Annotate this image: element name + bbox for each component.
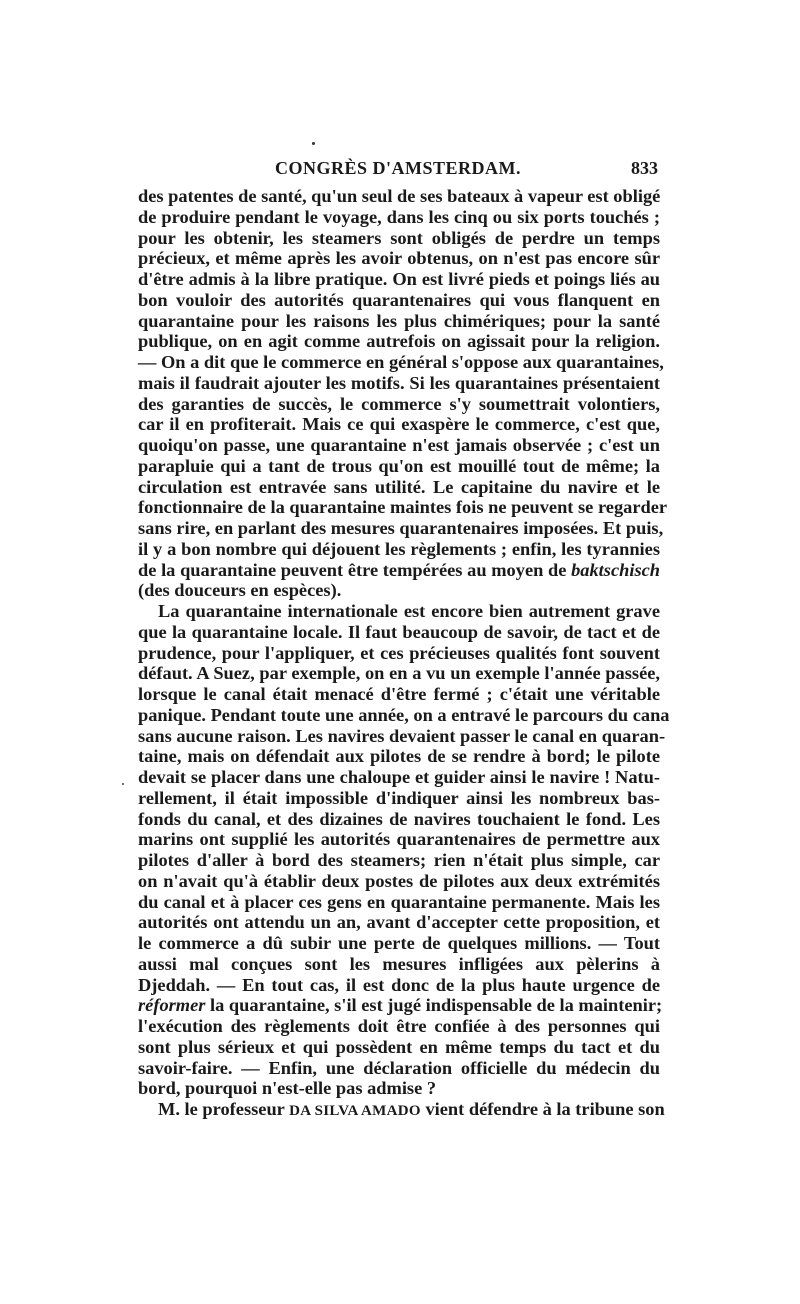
- text-line: [138, 539, 660, 560]
- line-text: autorités ont attendu un an, avant d'accepter cette proposition, et: [138, 912, 660, 933]
- line-text: quarantaine pour les raisons les plus chimériques; pour la santé: [138, 310, 660, 331]
- text-line: [138, 767, 660, 788]
- line-text: le commerce a dû subir une perte de quelques millions. — Tout: [138, 933, 660, 953]
- line-text: taine, mais on défendait aux pilotes de se rendre à bord; le pilote: [138, 746, 660, 767]
- line-text: de produire pendant le voyage, dans les cinq ou six ports touchés ;: [138, 206, 660, 227]
- text-line: [138, 850, 660, 871]
- line-text: on n'avait qu'à établir deux postes de pilotes aux deux extrémités: [138, 870, 660, 891]
- line-text: devait se placer dans une chaloupe et guider ainsi le navire ! Natu-: [138, 767, 660, 787]
- text-line: [138, 290, 660, 311]
- line-text: du canal et à placer ces gens en quarantaine permanente. Mais les: [138, 891, 660, 912]
- text-line: [138, 643, 660, 664]
- line-text: il y a bon nombre qui déjouent les règlements ; enfin, les tyrannies: [138, 538, 660, 559]
- text-line: [138, 352, 664, 373]
- line-text: M. le professeur: [158, 1099, 290, 1119]
- text-line: [138, 788, 660, 809]
- running-title: CONGRÈS D'AMSTERDAM.: [274, 158, 521, 178]
- text-line: [138, 975, 660, 996]
- text-line: [138, 497, 668, 518]
- line-text: fonctionnaire de la quarantaine maintes fois ne peuvent se regarder: [138, 497, 668, 518]
- text-line: [138, 311, 660, 332]
- page-number: 833: [631, 158, 658, 178]
- line-text: rellement, il était impossible d'indiquer ainsi les nombreux bas-: [138, 787, 660, 808]
- text-line: [138, 829, 660, 850]
- text-line: [138, 269, 660, 290]
- text-line: [138, 435, 660, 456]
- line-text: (des douceurs en espèces).: [138, 580, 342, 601]
- print-speck: [122, 783, 124, 785]
- body-text: [138, 186, 670, 1120]
- line-text: la quarantaine, s'il est jugé indispensable de la maintenir;: [205, 995, 663, 1016]
- text-line: [138, 601, 660, 622]
- line-text: publique, on en agit comme autrefois on agissait pour la religion.: [138, 331, 660, 352]
- text-line: [138, 1078, 660, 1099]
- text-line: [138, 477, 660, 498]
- print-speck: [312, 142, 315, 145]
- text-line: [138, 622, 660, 643]
- italic-word: réformer: [138, 995, 206, 1016]
- line-text: des garanties de succès, le commerce s'y soumettrait volontiers,: [138, 393, 660, 414]
- text-line: [138, 954, 660, 975]
- text-line: [138, 186, 660, 207]
- text-line: [138, 228, 660, 249]
- text-line: [138, 809, 660, 830]
- line-text: prudence, pour l'appliquer, et ces précieuses qualités font souvent: [138, 642, 660, 663]
- line-text: des patentes de santé, qu'un seul de ses bateaux à vapeur est obligé: [138, 186, 661, 206]
- line-text: savoir-faire. — Enfin, une déclaration officielle du médecin du: [138, 1057, 660, 1078]
- line-text: pilotes d'aller à bord des steamers; rien n'était plus simple, car: [138, 850, 660, 870]
- line-text: bord, pourquoi n'est-elle pas admise ?: [138, 1078, 437, 1099]
- text-line: [138, 1058, 660, 1079]
- text-line: [138, 912, 660, 933]
- line-text: que la quarantaine locale. Il faut beaucoup de savoir, de tact et de: [138, 621, 660, 642]
- italic-word: baktschisch: [571, 559, 660, 580]
- line-text: quoiqu'on passe, une quarantaine n'est jamais observée ; c'est un: [138, 435, 660, 455]
- line-text: La quarantaine internationale est encore bien autrement grave: [158, 601, 660, 621]
- line-text: car il en profiterait. Mais ce qui exaspère le commerce, c'est que,: [138, 414, 660, 435]
- text-line: [138, 331, 660, 352]
- line-text: fonds du canal, et des dizaines de navires touchaient le fond. Les: [138, 808, 660, 829]
- line-text: pour les obtenir, les steamers sont obligés de perdre un temps: [138, 227, 660, 248]
- line-text: — On a dit que le commerce en général s'oppose aux quarantaines,: [138, 352, 664, 372]
- text-line: [138, 456, 660, 477]
- text-line: [138, 394, 660, 415]
- line-text: sans rire, en parlant des mesures quarantenaires imposées. Et puis,: [138, 518, 664, 538]
- line-text: panique. Pendant toute une année, on a entravé le parcours du cana: [138, 704, 670, 725]
- line-text: parapluie qui a tant de trous qu'on est mouillé tout de même; la: [138, 455, 660, 476]
- text-line: [138, 1016, 660, 1037]
- line-text: aussi mal conçues sont les mesures infligées aux pèlerins à: [138, 953, 660, 974]
- line-text: précieux, et même après les avoir obtenus, on n'est pas encore sûr: [138, 248, 660, 269]
- text-line: [138, 414, 660, 435]
- line-text: vient défendre à la tribune son: [420, 1099, 665, 1119]
- line-text: mais il faudrait ajouter les motifs. Si les quarantaines présentaient: [138, 372, 660, 393]
- line-text: de la quarantaine peuvent être tempérées au moyen de: [138, 559, 572, 580]
- line-text: défaut. A Suez, par exemple, on en a vu un exemple l'année passée,: [138, 663, 660, 684]
- text-line: [138, 933, 660, 954]
- text-line: [138, 580, 660, 601]
- text-line: [138, 892, 660, 913]
- text-line: [138, 746, 660, 767]
- text-line: [138, 1099, 665, 1120]
- line-text: marins ont supplié les autorités quarantenaires de permettre aux: [138, 829, 660, 850]
- line-text: Djeddah. — En tout cas, il est donc de la plus haute urgence de: [138, 974, 660, 995]
- line-text: circulation est entravée sans utilité. Le capitaine du navire et le: [138, 476, 660, 497]
- text-line: [138, 560, 660, 581]
- text-line: [138, 725, 666, 747]
- text-line: [138, 663, 660, 684]
- line-text: bon vouloir des autorités quarantenaires qui vous flanquent en: [138, 289, 660, 310]
- text-line: [138, 373, 660, 394]
- line-text: sans aucune raison. Les navires devaient passer le canal en quaran-: [138, 725, 666, 746]
- line-text: sont plus sérieux et qui possèdent en même temps du tact et du: [138, 1036, 660, 1057]
- line-text: d'être admis à la libre pratique. On est livré pieds et poings liés au: [138, 269, 660, 289]
- text-line: [138, 871, 660, 892]
- text-line: [138, 684, 660, 705]
- text-line: [138, 207, 660, 228]
- line-text: l'exécution des règlements doit être confiée à des personnes qui: [138, 1016, 660, 1036]
- person-name: DA SILVA AMADO: [289, 1103, 421, 1119]
- text-line: [138, 518, 664, 539]
- page-header: [138, 156, 658, 184]
- line-text: lorsque le canal était menacé d'être fermé ; c'était une véritable: [138, 684, 660, 704]
- text-line: [138, 704, 670, 726]
- text-line: [138, 248, 660, 269]
- text-line: [138, 1037, 660, 1058]
- text-line: [138, 995, 663, 1016]
